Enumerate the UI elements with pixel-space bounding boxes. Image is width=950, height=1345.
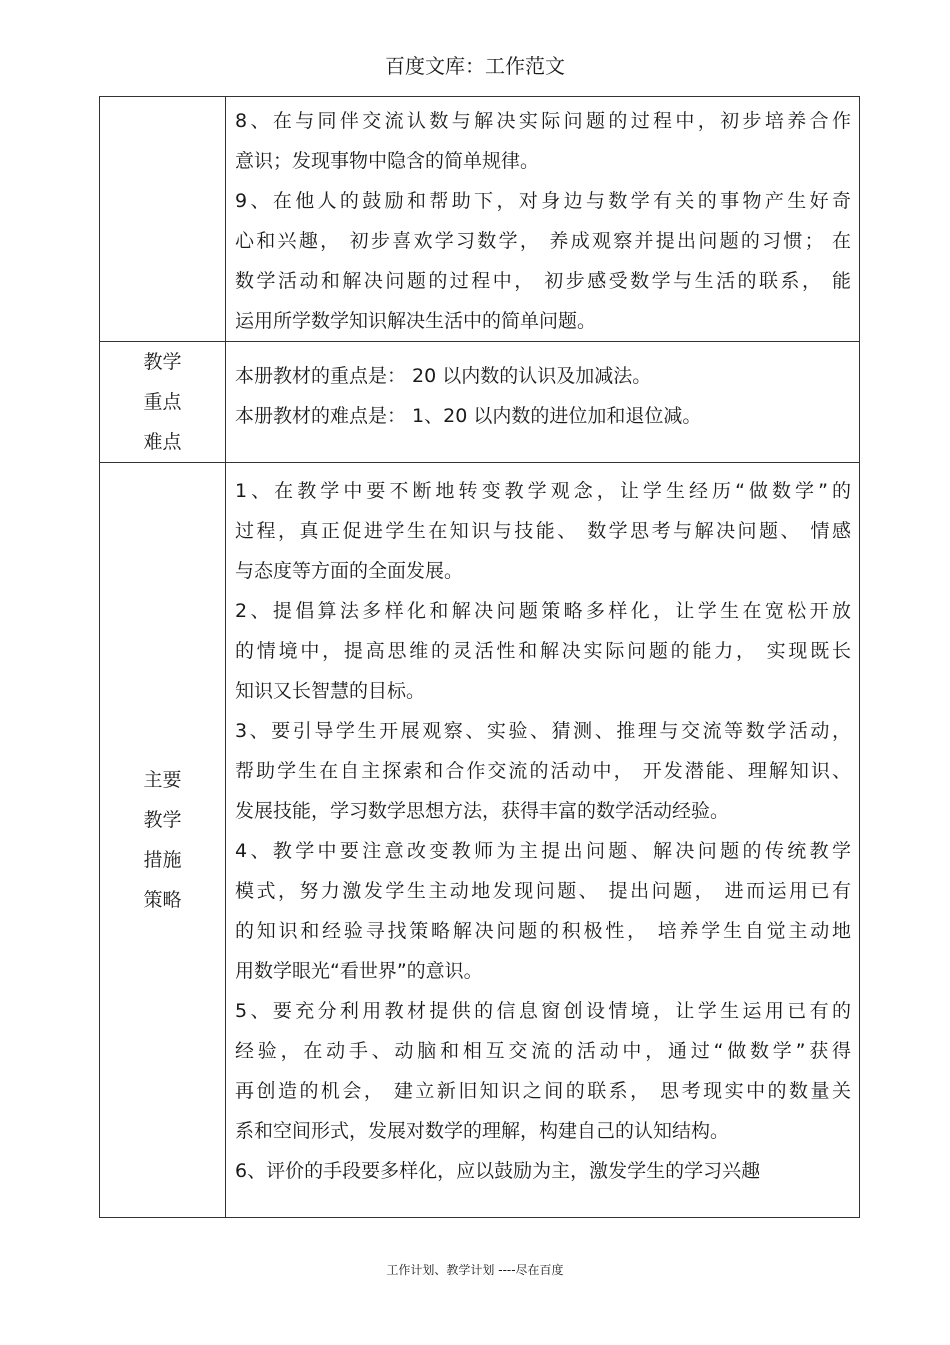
strategy-3 <box>235 711 851 831</box>
text-line: 6、评价的手段要多样化，应以鼓励为主，激发学生的学习兴趣 <box>235 1160 761 1182</box>
table-row <box>100 97 860 342</box>
text-line: 发展技能，学习数学思想方法，获得丰富的数学活动经验。 <box>235 800 730 822</box>
text-line: 3、要引导学生开展观察、实验、猜测、推理与交流等数学活动， <box>235 720 851 742</box>
plan-table <box>99 96 860 1218</box>
text-line: 帮助学生在自主探索和合作交流的活动中， 开发潜能、理解知识、 <box>235 760 851 782</box>
page-footer: 工作计划、教学计划 ----尽在百度 <box>386 1263 564 1277</box>
label-line: 主要 <box>143 769 182 791</box>
row1-label-cell <box>100 97 226 342</box>
text-line: 本册教材的重点是： 20 以内数的认识及加减法。 <box>235 365 652 387</box>
text-line: 5、要充分利用教材提供的信息窗创设情境，让学生运用已有的 <box>235 1000 851 1022</box>
text-line: 心和兴趣， 初步喜欢学习数学， 养成观察并提出问题的习惯； 在 <box>235 230 851 252</box>
strategy-4 <box>235 831 851 991</box>
text-line: 经验，在动手、动脑和相互交流的活动中，通过“做数学”获得 <box>235 1040 851 1062</box>
objective-8 <box>235 101 851 181</box>
text-line: 再创造的机会， 建立新旧知识之间的联系， 思考现实中的数量关 <box>235 1080 851 1102</box>
text-line: 的知识和经验寻找策略解决问题的积极性， 培养学生自觉主动地 <box>235 920 851 942</box>
text-line: 数学活动和解决问题的过程中， 初步感受数学与生活的联系， 能 <box>235 270 851 292</box>
text-line: 过程，真正促进学生在知识与技能、 数学思考与解决问题、 情感 <box>235 520 851 542</box>
table-row <box>100 463 860 1218</box>
table-row <box>100 342 860 463</box>
text-line: 本册教材的难点是： 1、20 以内数的进位加和退位减。 <box>235 405 702 427</box>
key-points-label <box>100 342 226 463</box>
strategy-2 <box>235 591 851 711</box>
objective-9 <box>235 181 851 341</box>
text-line: 意识；发现事物中隐含的简单规律。 <box>235 150 540 172</box>
label-line: 重点 <box>143 391 182 413</box>
text-line: 与态度等方面的全面发展。 <box>235 560 464 582</box>
text-line: 模式，努力激发学生主动地发现问题、 提出问题， 进而运用已有 <box>235 880 851 902</box>
text-line: 系和空间形式，发展对数学的理解，构建自己的认知结构。 <box>235 1120 730 1142</box>
strategy-5 <box>235 991 851 1151</box>
label-line: 教学 <box>143 351 182 373</box>
text-line: 4、教学中要注意改变教师为主提出问题、解决问题的传统教学 <box>235 840 851 862</box>
page-header-title: 百度文库：工作范文 <box>385 54 565 78</box>
strategies-label <box>100 463 226 1218</box>
text-line: 8、在与同伴交流认数与解决实际问题的过程中，初步培养合作 <box>235 110 851 132</box>
text-line: 运用所学数学知识解决生活中的简单问题。 <box>235 310 597 332</box>
strategy-1 <box>235 471 851 591</box>
text-line: 用数学眼光“看世界”的意识。 <box>235 960 483 982</box>
key-point <box>235 356 851 396</box>
difficult-point <box>235 396 851 436</box>
label-line: 措施 <box>143 849 182 871</box>
label-line: 策略 <box>143 889 182 911</box>
label-line: 难点 <box>143 431 182 453</box>
strategies-content <box>226 463 860 1218</box>
text-line: 知识又长智慧的目标。 <box>235 680 426 702</box>
row1-content-cell <box>226 97 860 342</box>
text-line: 2、提倡算法多样化和解决问题策略多样化，让学生在宽松开放 <box>235 600 851 622</box>
text-line: 的情境中，提高思维的灵活性和解决实际问题的能力， 实现既长 <box>235 640 851 662</box>
label-line: 教学 <box>143 809 182 831</box>
text-line: 9、在他人的鼓励和帮助下，对身边与数学有关的事物产生好奇 <box>235 190 851 212</box>
text-line: 1、在教学中要不断地转变教学观念，让学生经历“做数学”的 <box>235 480 851 502</box>
strategy-6 <box>235 1151 851 1191</box>
key-points-content <box>226 342 860 463</box>
